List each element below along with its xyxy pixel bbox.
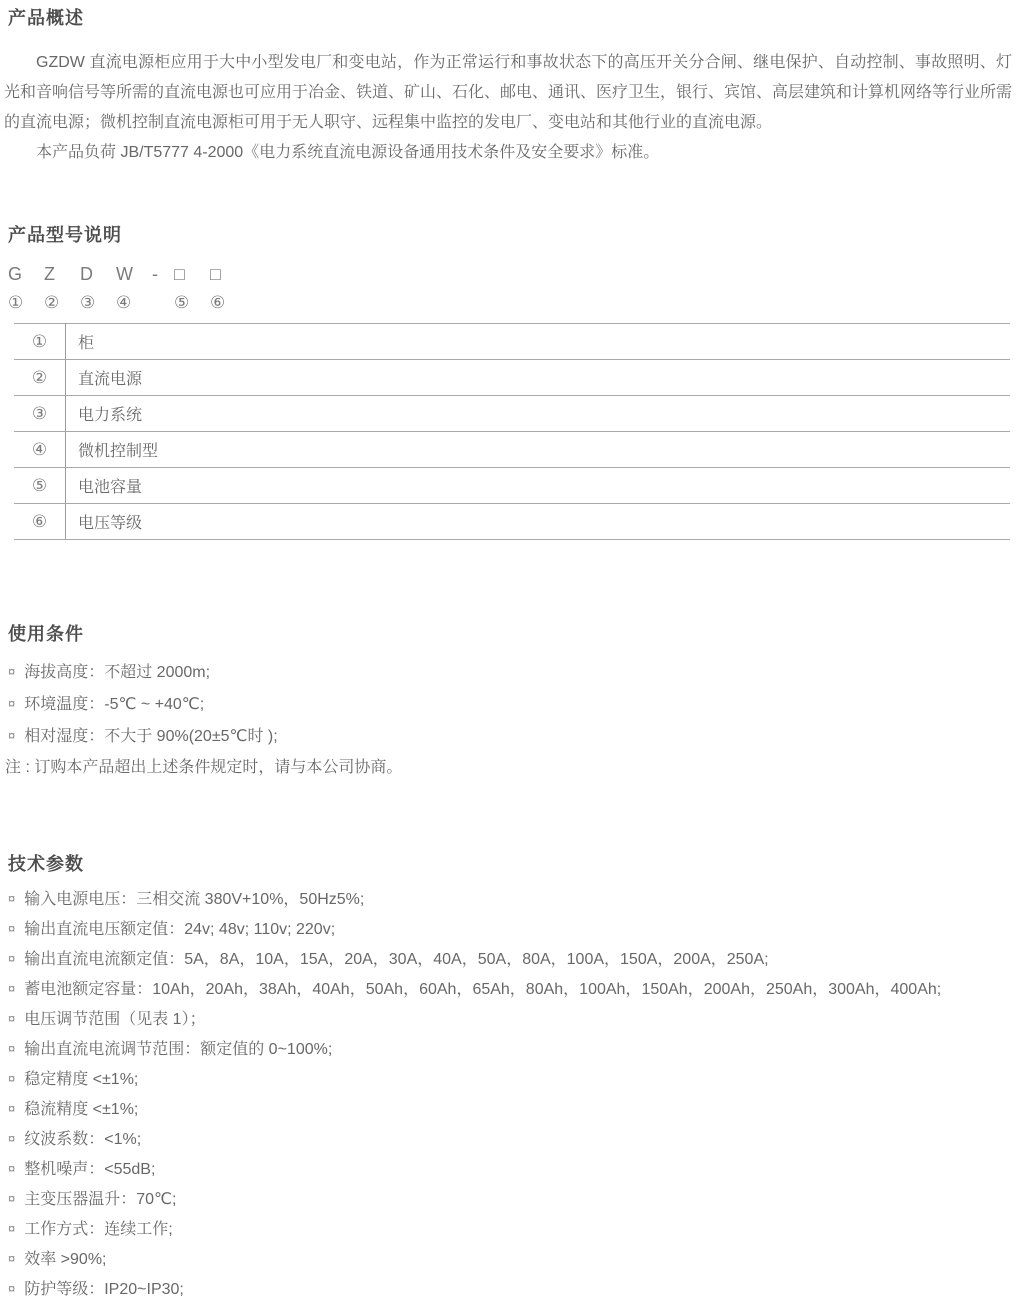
circled-number: ①: [8, 293, 24, 312]
model-table-num: ②: [14, 360, 66, 396]
bullet-icon: ¤: [8, 1041, 16, 1056]
model-code-letter: D: [80, 264, 93, 284]
model-table-num: ③: [14, 396, 66, 432]
bullet-icon: ¤: [8, 1161, 16, 1176]
usage-condition-item: [8, 688, 1012, 720]
bullet-icon: ¤: [8, 1281, 16, 1296]
tech-params-heading: 技术参数: [8, 854, 84, 874]
tech-param-text: 蓄电池额定容量：10Ah，20Ah，38Ah，40Ah，50Ah，60Ah，65Ah，80Ah，100Ah，150Ah，200Ah，250Ah，300Ah，400Ah;: [24, 981, 942, 998]
model-table-label: 电力系统: [66, 396, 1011, 432]
bullet-icon: ¤: [8, 1251, 16, 1266]
model-table-label: 柜: [66, 324, 1011, 360]
model-code-letter: G: [8, 264, 23, 284]
bullet-icon: ¤: [8, 1131, 16, 1146]
tech-param-text: 输出直流电流额定值：5A，8A，10A，15A，20A，30A，40A，50A，80A，100A，150A，200A，250A;: [24, 951, 769, 968]
model-table-row: [14, 324, 1010, 360]
bullet-icon: ¤: [8, 1101, 16, 1116]
model-table-num: ⑥: [14, 504, 66, 540]
model-table-row: [14, 396, 1010, 432]
model-code-marks: [8, 293, 1012, 313]
tech-param-text: 输出直流电流调节范围：额定值的 0~100%;: [24, 1041, 333, 1058]
model-table-row: [14, 360, 1010, 396]
tech-param-item: [8, 1064, 1012, 1094]
usage-conditions-list: [8, 656, 1012, 752]
bullet-icon: ¤: [8, 981, 16, 996]
tech-param-item: [8, 1004, 1012, 1034]
tech-param-item: [8, 1094, 1012, 1124]
model-table-label: 电池容量: [66, 468, 1011, 504]
overview-paragraph-2: 本产品负荷 JB/T5777 4-2000《电力系统直流电源设备通用技术条件及安全要求》标准。: [36, 144, 660, 161]
bullet-icon: ¤: [8, 951, 16, 966]
bullet-icon: ¤: [8, 891, 16, 906]
bullet-icon: ¤: [8, 1011, 16, 1026]
circled-number: ⑤: [174, 293, 190, 312]
tech-param-item: [8, 1214, 1012, 1244]
tech-param-text: 稳流精度 <±1%;: [24, 1101, 139, 1118]
usage-note: 注 : 订购本产品超出上述条件规定时，请与本公司协商。: [5, 759, 403, 776]
tech-param-text: 工作方式：连续工作;: [24, 1221, 173, 1238]
model-code-box: □: [210, 264, 221, 284]
bullet-icon: ¤: [8, 696, 16, 711]
tech-param-text: 效率 >90%;: [24, 1251, 107, 1268]
bullet-icon: ¤: [8, 1221, 16, 1236]
tech-param-text: 纹波系数：<1%;: [24, 1131, 142, 1148]
usage-condition-text: 环境温度：-5℃ ~ +40℃;: [24, 696, 205, 713]
bullet-icon: ¤: [8, 1191, 16, 1206]
model-heading: 产品型号说明: [8, 225, 122, 245]
model-table-label: 直流电源: [66, 360, 1011, 396]
circled-number: ③: [80, 293, 96, 312]
usage-condition-text: 相对湿度：不大于 90%(20±5℃时 );: [24, 728, 278, 745]
usage-condition-text: 海拔高度：不超过 2000m;: [24, 664, 211, 681]
tech-params-list: [8, 884, 1012, 1304]
tech-param-item: [8, 1244, 1012, 1274]
model-code-dash: -: [152, 264, 158, 284]
bullet-icon: ¤: [8, 1071, 16, 1086]
model-code-letter: W: [116, 264, 133, 284]
bullet-icon: ¤: [8, 921, 16, 936]
model-code-box: □: [174, 264, 185, 284]
bullet-icon: ¤: [8, 664, 16, 679]
overview-paragraph-1: GZDW 直流电源柜应用于大中小型发电厂和变电站，作为正常运行和事故状态下的高压开关分合闸、继电保护、自动控制、事故照明、灯光和音响信号等所需的直流电源也可应用于冶金、铁道、矿山、石化、邮电、通讯、医疗卫生，银行、宾馆、高层建筑和计算机网络等行业所需的直流电源；微机控制直流电源柜可用于无人职守、远程集中监控的发电厂、变电站和其他行业的直流电源。: [4, 54, 1013, 131]
model-table-label: 微机控制型: [66, 432, 1011, 468]
model-table-row: [14, 468, 1010, 504]
model-code-letter: Z: [44, 264, 55, 284]
bullet-icon: ¤: [8, 728, 16, 743]
tech-param-item: [8, 944, 1012, 974]
tech-param-item: [8, 1154, 1012, 1184]
model-code-letters: [8, 263, 1012, 285]
tech-param-text: 稳定精度 <±1%;: [24, 1071, 139, 1088]
tech-param-text: 输入电源电压：三相交流 380V+10%，50Hz5%;: [24, 891, 365, 908]
tech-param-text: 输出直流电压额定值：24v; 48v; 110v; 220v;: [24, 921, 336, 938]
tech-param-text: 主变压器温升：70℃;: [24, 1191, 177, 1208]
tech-param-text: 整机噪声：<55dB;: [24, 1161, 156, 1178]
model-table-label: 电压等级: [66, 504, 1011, 540]
usage-condition-item: [8, 720, 1012, 752]
tech-param-item: [8, 1124, 1012, 1154]
model-table-num: ④: [14, 432, 66, 468]
model-table-row: [14, 504, 1010, 540]
circled-number: ②: [44, 293, 60, 312]
tech-param-item: [8, 1034, 1012, 1064]
tech-param-item: [8, 1184, 1012, 1214]
tech-param-text: 防护等级：IP20~IP30;: [24, 1281, 184, 1298]
tech-param-item: [8, 1274, 1012, 1304]
usage-condition-item: [8, 656, 1012, 688]
overview-paragraphs: [4, 48, 1012, 168]
usage-heading: 使用条件: [8, 624, 84, 644]
tech-param-item: [8, 914, 1012, 944]
tech-param-text: 电压调节范围（见表 1）；: [24, 1011, 206, 1028]
model-table: [14, 323, 1010, 540]
circled-number: ④: [116, 293, 132, 312]
circled-number: ⑥: [210, 293, 226, 312]
model-table-num: ⑤: [14, 468, 66, 504]
model-table-num: ①: [14, 324, 66, 360]
tech-param-item: [8, 974, 1012, 1004]
overview-heading: 产品概述: [8, 8, 84, 28]
tech-param-item: [8, 884, 1012, 914]
model-table-row: [14, 432, 1010, 468]
